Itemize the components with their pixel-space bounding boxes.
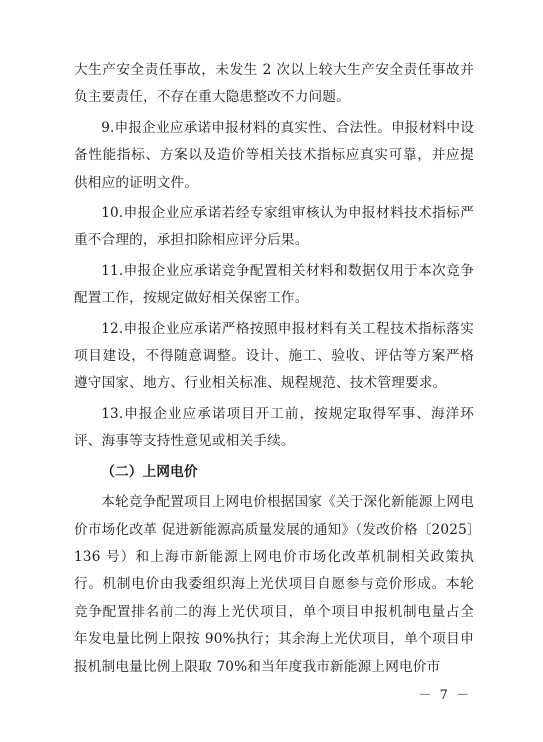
page-number: － 7 －: [418, 688, 471, 703]
paragraph-item-11: 11.申报企业应承诺竞争配置相关材料和数据仅用于本次竞争配置工作，按规定做好相关保密工作。: [74, 262, 474, 307]
section-heading: （二）上网电价: [101, 463, 198, 480]
document-body: [74, 57, 474, 684]
paragraph-item-9: 9.申报企业应承诺申报材料的真实性、合法性。申报材料中设备性能指标、方案以及造价等相关技术指标应真实可靠，并应提供相应的证明文件。: [74, 119, 474, 191]
paragraph-item-13: 13.申报企业应承诺项目开工前，按规定取得军事、海洋环评、海事等支持性意见或相关手续。: [74, 405, 474, 450]
paragraph-item-12: 12.申报企业应承诺严格按照申报材料有关工程技术指标落实项目建设，不得随意调整。设计、施工、验收、评估等方案严格遵守国家、地方、行业相关标准、规程规范、技术管理要求。: [74, 320, 474, 392]
section-paragraph: 本轮竞争配置项目上网电价根据国家《关于深化新能源上网电价市场化改革 促进新能源高质量发展的通知》（发改价格〔2025〕136 号）和上海市新能源上网电价市场化改革机制相关政策执行。机制电价由我委组织海上光伏项目自愿参与竞价形成。本轮竞争配置排名前二的海上光伏项目，单个项目申报机制电量占全年发电量比例上限按 90%执行；其余海上光伏项目，单个项目申报机制电量比例上限取 70%和当年度我市新能源上网电价市: [74, 494, 474, 675]
paragraph-item-10: 10.申报企业应承诺若经专家组审核认为申报材料技术指标严重不合理的，承担扣除相应评分后果。: [74, 205, 474, 249]
paragraph-continuation: 大生产安全责任事故，未发生 2 次以上较大生产安全责任事故并负主要责任，不存在重大隐患整改不力问题。: [74, 62, 474, 106]
